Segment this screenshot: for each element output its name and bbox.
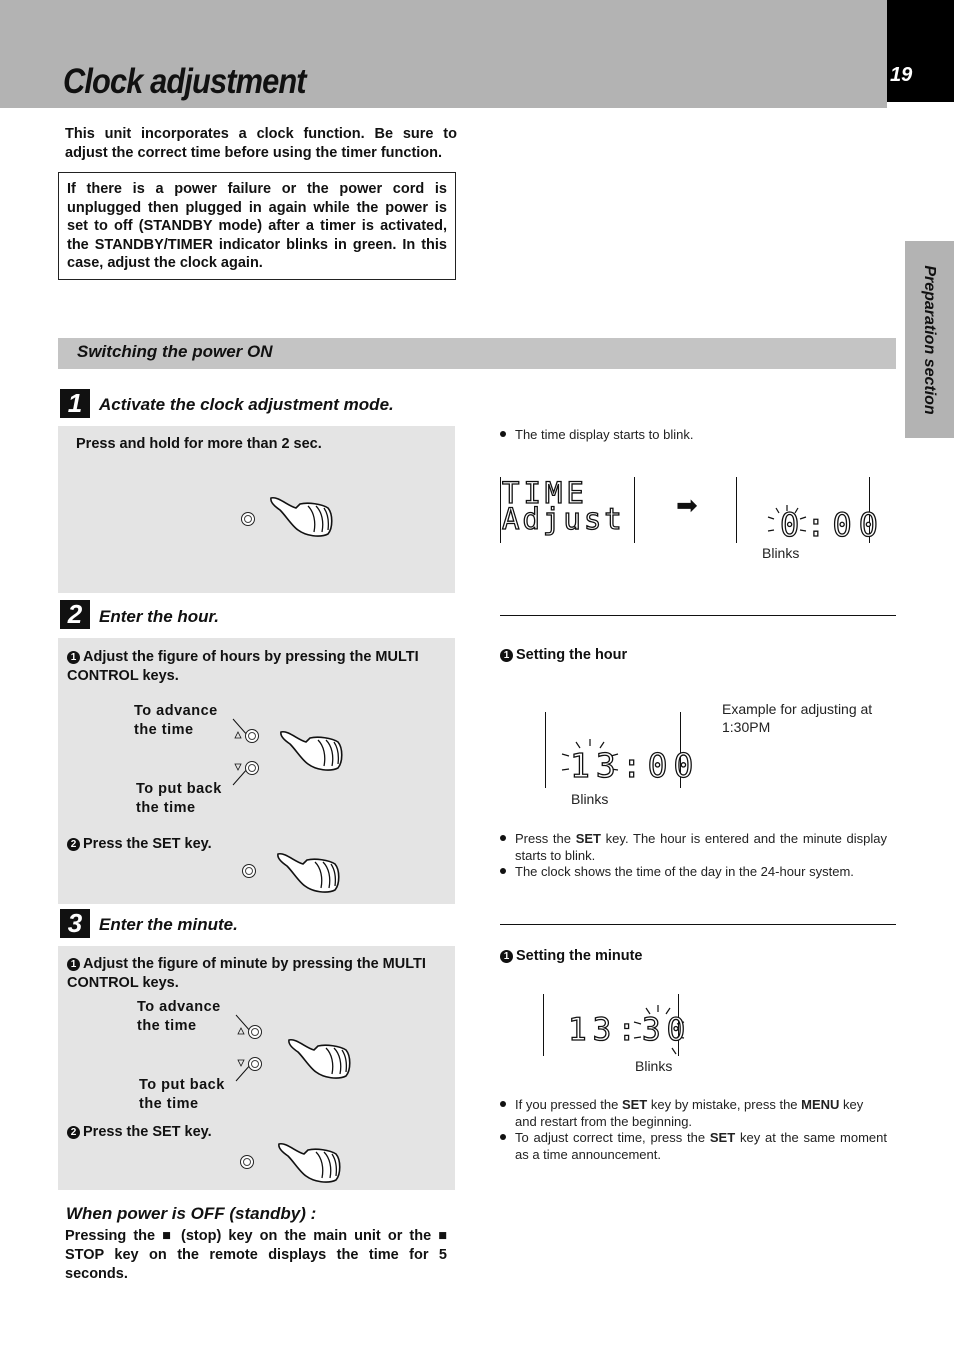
display-adjust-text: Adjust (502, 502, 625, 536)
multi-control-down-button[interactable] (248, 1057, 262, 1071)
step-3-sub1-num: 1 (67, 958, 80, 971)
pointing-hand-icon (275, 848, 341, 894)
page-number: 19 (890, 64, 913, 86)
step-1-note (500, 426, 693, 443)
hour-heading (500, 646, 627, 665)
set-button[interactable] (242, 864, 256, 878)
blinks-label: Blinks (571, 791, 609, 807)
display-border-right (634, 477, 635, 543)
step-1-instruction: Press and hold for more than 2 sec. (76, 436, 322, 452)
blinks-label: Blinks (635, 1058, 673, 1074)
step-2-sub1-text: Adjust the figure of hours by pressing the MULTI CONTROL keys. (67, 649, 419, 684)
minute-note-2-post: key at the same moment as a time announcement. (515, 1130, 887, 1162)
step-3-sub1 (67, 955, 449, 993)
display-border-left (500, 477, 501, 543)
bullet-icon (500, 868, 506, 874)
divider (500, 924, 896, 925)
step-2-sub2 (67, 835, 212, 854)
step-3-back-label: To put back the time (139, 1077, 225, 1112)
bullet-icon (500, 431, 506, 437)
display-clock-13-30: 13:30 (568, 1012, 692, 1048)
intro-text: This unit incorporates a clock function. Be sure to adjust the correct time before using the timer function. (65, 126, 457, 161)
display-border-left (736, 477, 737, 543)
display-border-left (543, 994, 544, 1056)
hour-heading-num: 1 (500, 649, 513, 662)
bullet-icon (500, 835, 506, 841)
step-3-badge: 3 (60, 909, 90, 938)
set-key-label: SET (575, 831, 601, 846)
hour-note-1-post: key. The hour is entered and the minute display starts to blink. (515, 831, 887, 863)
bullet-icon (500, 1101, 506, 1107)
display-clock-13-00: 13:00 (570, 746, 700, 785)
set-key-label: SET (709, 1130, 736, 1145)
minute-note-2-pre: To adjust correct time, press the (515, 1130, 710, 1145)
display-clock-0-00: 0:00 (780, 506, 886, 544)
step-3-advance-label: To advance the time (137, 999, 221, 1034)
minute-note-2 (500, 1129, 887, 1163)
set-button[interactable] (240, 1155, 254, 1169)
step-3-sub2-num: 2 (67, 1126, 80, 1139)
minute-note-1 (500, 1096, 887, 1130)
bullet-icon (500, 1134, 506, 1140)
minute-note-1-mid: key by mistake, press the (647, 1097, 802, 1112)
step-3-sub2-text: Press the SET key. (83, 1124, 212, 1140)
step-3-sub2 (67, 1123, 212, 1142)
hour-note-2-text: The clock shows the time of the day in the 24-hour system. (515, 864, 854, 879)
step-2-sub1-num: 1 (67, 651, 80, 664)
arrow-right-icon: ➡ (676, 490, 698, 520)
minute-note-1-pre: If you pressed the (515, 1097, 622, 1112)
blinks-label: Blinks (762, 545, 800, 561)
hour-note-1 (500, 830, 887, 864)
multi-control-keys-diagram (230, 716, 270, 788)
section-title: Switching the power ON (77, 342, 273, 361)
step-2-title: Enter the hour. (99, 607, 219, 626)
minute-heading (500, 947, 642, 966)
step-2-sub2-num: 2 (67, 838, 80, 851)
display-time-text: TIME (502, 476, 588, 510)
display-border-left (545, 712, 546, 788)
page-title: Clock adjustment (63, 62, 306, 101)
notice-box: If there is a power failure or the power cord is unplugged then plugged in again while the power is set to off (STANDBY mode) after a timer is activated, the STANDBY/TIMER indicator blinks in green. In this case, adjust the clock again. (58, 172, 456, 280)
multi-control-up-button[interactable] (248, 1025, 262, 1039)
step-1-title: Activate the clock adjustment mode. (99, 395, 394, 414)
step-1-note-text: The time display starts to blink. (515, 427, 694, 442)
hour-note-1-pre: Press the (515, 831, 576, 846)
step-2-advance-label: To advance the time (134, 703, 218, 738)
step-2-sub2-text: Press the SET key. (83, 836, 212, 852)
standby-title: When power is OFF (standby) : (66, 1204, 317, 1223)
pointing-hand-icon (276, 1138, 342, 1184)
step-2-badge: 2 (60, 600, 90, 629)
minute-heading-text: Setting the minute (516, 948, 643, 964)
pointing-hand-icon (268, 492, 334, 538)
hour-heading-text: Setting the hour (516, 647, 628, 663)
multi-control-keys-diagram (233, 1012, 273, 1084)
example-note: Example for adjusting at 1:30PM (722, 701, 873, 735)
side-tab-label: Preparation section (921, 265, 938, 415)
standby-text: Pressing the ■ (stop) key on the main unit or the ■ STOP key on the remote displays the time for 5 seconds. (65, 1228, 447, 1282)
divider (500, 615, 896, 616)
menu-key-label: MENU (801, 1097, 840, 1112)
hour-note-2 (500, 863, 887, 880)
minute-heading-num: 1 (500, 950, 513, 963)
step-1-badge: 1 (60, 389, 90, 418)
multi-control-up-button[interactable] (245, 729, 259, 743)
pointing-hand-icon (278, 726, 344, 772)
clock-button-icon[interactable] (241, 512, 255, 526)
multi-control-down-button[interactable] (245, 761, 259, 775)
step-2-back-label: To put back the time (136, 781, 222, 816)
pointing-hand-icon (286, 1034, 352, 1080)
step-3-title: Enter the minute. (99, 915, 238, 934)
set-key-label: SET (621, 1097, 648, 1112)
step-2-sub1 (67, 648, 449, 686)
step-3-sub1-text: Adjust the figure of minute by pressing the MULTI CONTROL keys. (67, 956, 426, 991)
minute-note-1-post: key and restart from the beginning. (515, 1097, 864, 1129)
